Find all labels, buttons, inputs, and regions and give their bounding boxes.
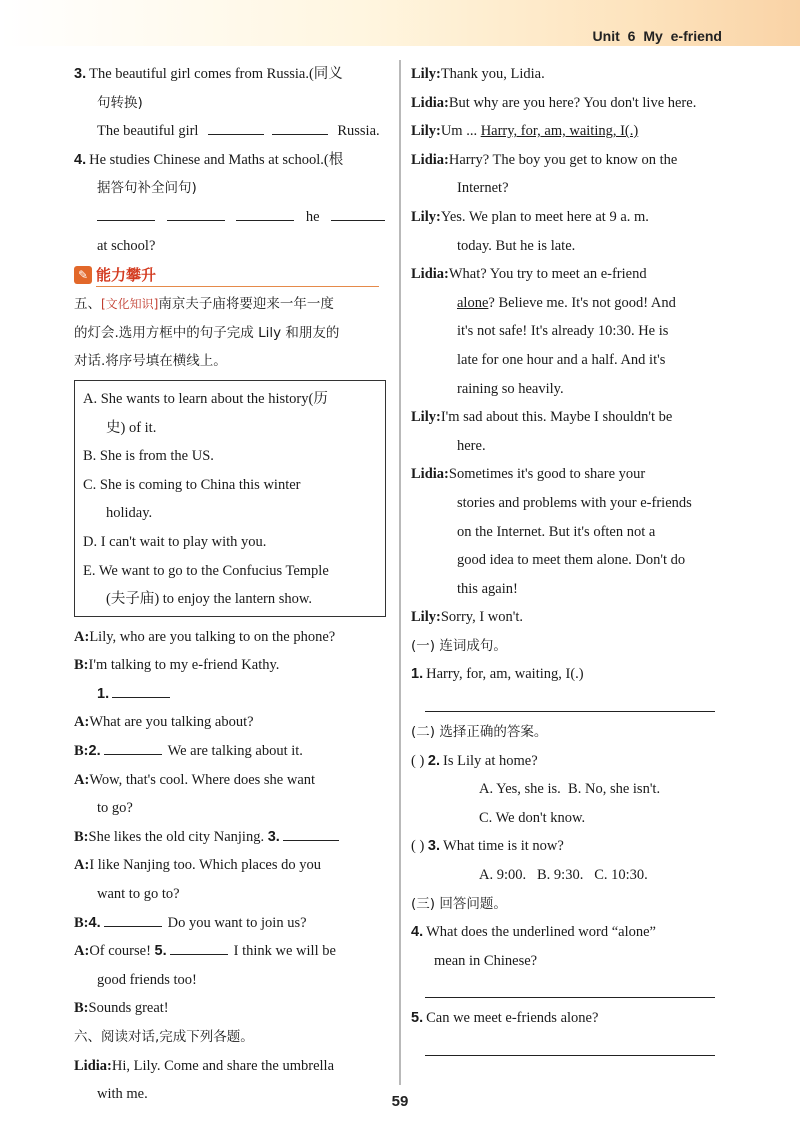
dialog-line: B:I'm talking to my e-friend Kathy. bbox=[74, 657, 280, 674]
part-3-heading: (三) 回答问题。 bbox=[411, 895, 507, 912]
dialog-line: Lidia:What? You try to meet an e-friend bbox=[411, 266, 647, 283]
answer-blank[interactable] bbox=[167, 204, 225, 221]
question-4-fill: he bbox=[74, 203, 384, 232]
dialog-line: B:Sounds great! bbox=[74, 1000, 169, 1017]
dialog-line: B:She likes the old city Nanjing. 3. bbox=[74, 823, 384, 852]
section-underline bbox=[96, 286, 379, 287]
answer-line[interactable] bbox=[425, 1041, 715, 1056]
question-3-options: A. 9:00. B. 9:30. C. 10:30. bbox=[479, 867, 648, 884]
answer-line[interactable] bbox=[425, 983, 715, 998]
answer-blank[interactable] bbox=[170, 938, 228, 955]
answer-blank[interactable] bbox=[104, 910, 162, 927]
answer-blank[interactable] bbox=[283, 824, 339, 841]
dialog-line: Lidia:Hi, Lily. Come and share the umbrella bbox=[74, 1057, 335, 1074]
answer-blank[interactable] bbox=[112, 681, 170, 698]
question-3: ( ) 3. What time is it now? bbox=[411, 838, 564, 855]
answer-paren[interactable]: ( ) bbox=[411, 838, 425, 855]
section-heading: ✎ 能力攀升 bbox=[74, 260, 384, 290]
underlined-word-alone: alone bbox=[457, 294, 489, 311]
question-2-options: A. Yes, she is. B. No, she isn't. bbox=[479, 781, 661, 798]
section-five-instructions: 五、[文化知识]南京夫子庙将要迎来一年一度 bbox=[74, 296, 334, 313]
dialog-line: Lily:Sorry, I won't. bbox=[411, 609, 524, 626]
answer-blank[interactable] bbox=[97, 204, 155, 221]
options-box: A. She wants to learn about the history(历 史) of it. B. She is from the US. C. She is coming to China this winter holiday. D. I can't wait to play with you. E. We want to go to the Confucius Temple (夫子庙) to enjoy the lantern show. bbox=[74, 380, 386, 617]
dialog-line: A:What are you talking about? bbox=[74, 714, 254, 731]
underlined-sentence: Harry, for, am, waiting, I(.) bbox=[480, 123, 639, 140]
question-1: 1. Harry, for, am, waiting, I(.) bbox=[411, 666, 584, 683]
question-5: 5. Can we meet e-friends alone? bbox=[411, 1010, 599, 1027]
answer-blank[interactable] bbox=[104, 738, 162, 755]
dialog-line: Lily:I'm sad about this. Maybe I shouldn't be bbox=[411, 409, 673, 426]
answer-paren[interactable]: ( ) bbox=[411, 752, 425, 769]
page-number: 59 bbox=[391, 1093, 409, 1110]
unit-label: Unit 6 bbox=[592, 28, 636, 44]
dialog-line: A:I like Nanjing too. Which places do you bbox=[74, 857, 321, 874]
answer-blank[interactable] bbox=[208, 118, 264, 135]
answer-line[interactable] bbox=[425, 697, 715, 712]
question-4: 4. He studies Chinese and Maths at school.(根 bbox=[74, 151, 344, 168]
part-2-heading: (二) 选择正确的答案。 bbox=[411, 724, 548, 741]
dialog-line: B:4. Do you want to join us? bbox=[74, 909, 384, 938]
dialog-line: A:Of course! 5. I think we will be bbox=[74, 937, 384, 966]
right-column: Lily:Thank you, Lidia. Lidia:But why are you here? You don't live here. Lily:Um ... Harry, for, am, waiting, I(.) Lidia:Harry? The boy you get to know on the Internet? Lily:Yes. We plan to meet here at 9 a. m. today. But he is late. Lidia:What? You try to meet an e-friend alone? Believe me. It's not good! And it's not safe! It's already 10:30. He is late for one hour and a half. And it's raining so heavily. Lily:I'm sad about this. Maybe I shouldn't be here. Lidia:Sometimes it's good to share your stories and problems with your e-friends on the Internet. But it's often not a good idea to meet them alone. Don't do this again! Lily:Sorry, I won't. (一) 连词成句。 1. Harry, for, am, waiting, I(.) (二) 选择正确的答案。 ( ) 2. Is Lily at home? A. Yes, she is. B. No, she isn't. C. We don't know. ( ) 3. What time is it now? A. 9:00. B. 9:30. C. 10:30. (三) 回答问题。 4. What does the underlined word “alone” mean in Chinese? 5. Can we meet e-friends alone? bbox=[411, 60, 721, 1062]
part-1-heading: (一) 连词成句。 bbox=[411, 637, 507, 654]
answer-blank[interactable] bbox=[272, 118, 328, 135]
dialog-line: Lily:Thank you, Lidia. bbox=[411, 66, 545, 82]
dialog-line: Lidia:But why are you here? You don't live here. bbox=[411, 94, 697, 111]
answer-blank[interactable] bbox=[331, 204, 385, 221]
question-3: 3. The beautiful girl comes from Russia.(同义 bbox=[74, 66, 343, 82]
dialog-line: Lidia:Harry? The boy you get to know on the bbox=[411, 151, 678, 168]
unit-topic: My e-friend bbox=[643, 28, 722, 44]
dialog-line: A:Wow, that's cool. Where does she want bbox=[74, 771, 316, 788]
dialog-line: Lily:Yes. We plan to meet here at 9 a. m. bbox=[411, 208, 649, 225]
left-column: 3. The beautiful girl comes from Russia.(同义 句转换) The beautiful girl Russia. 4. He studies Chinese and Maths at school.(根 据答句补全问句) he at school? ✎ 能力攀升 五、[文化知识]南京夫子庙将要迎来一年一度 的灯会.选用方框中的句子完成 Lily 和朋友的 对话.将序号填在横线上。 A. She wants to learn about the history(历 史) of it. B. She is from the US. C. She is coming to China this winter holiday. D. I can't wait to play with you. E. We want to go to the Confucius Temple (夫子庙) to enjoy the lantern show. A:Lily, who are you talking to on the phone? B:I'm talking to my e-friend Kathy. 1. A:What are you talking about? B:2. We are talking about it. A:Wow, that's cool. Where does she want to go? B:She likes the old city Nanjing. 3. A:I like Nanjing too. Which places do you want to go to? B:4. Do you want to join us? A:Of course! 5. I think we will be good friends too! B:Sounds great! 六、阅读对话,完成下列各题。 Lidia:Hi, Lily. Come and share the umbrella with me. bbox=[74, 60, 384, 1109]
section-six-heading: 六、阅读对话,完成下列各题。 bbox=[74, 1029, 254, 1045]
dialog-line: Lily:Um ... Harry, for, am, waiting, I(.) bbox=[411, 123, 639, 140]
unit-title bbox=[593, 28, 722, 44]
dialog-line: Lidia:Sometimes it's good to share your bbox=[411, 466, 646, 483]
column-divider bbox=[399, 60, 401, 1085]
question-4: 4. What does the underlined word “alone” bbox=[411, 924, 656, 941]
pencil-icon: ✎ bbox=[74, 266, 92, 284]
answer-blank[interactable] bbox=[236, 204, 294, 221]
dialog-line: B:2. We are talking about it. bbox=[74, 737, 384, 766]
question-2: ( ) 2. Is Lily at home? bbox=[411, 752, 538, 769]
question-3-fill: The beautiful girl Russia. bbox=[74, 117, 384, 146]
dialog-line: A:Lily, who are you talking to on the phone? bbox=[74, 628, 336, 645]
